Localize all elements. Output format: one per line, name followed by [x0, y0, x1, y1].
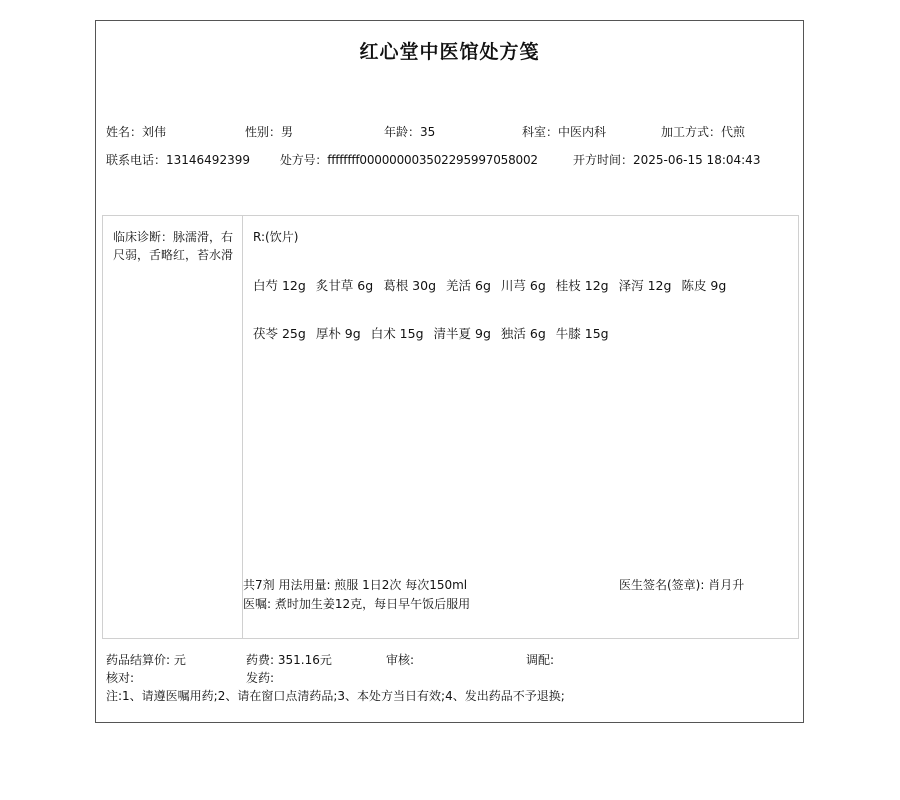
herb-item: 羌活 6g	[446, 278, 491, 293]
usage-dosage: 共7剂 用法用量: 煎服 1日2次 每次150ml	[243, 578, 468, 592]
herb-line-1	[253, 276, 736, 294]
medical-advice: 医嘱: 煮时加生姜12克，每日早午饭后服用	[243, 597, 471, 611]
herb-item: 牛膝 15g	[555, 326, 609, 341]
review-field: 审核:	[386, 653, 415, 667]
prescription-number: 处方号：ffffffff000000003502295997058002	[280, 153, 538, 167]
prescription-time: 开方时间：2025-06-15 18:04:43	[573, 153, 761, 167]
herb-item: 白芍 12g	[253, 278, 306, 293]
prescription-body	[102, 215, 799, 639]
herb-item: 白术 15g	[370, 326, 424, 341]
contact-phone: 联系电话：13146492399	[106, 153, 250, 167]
prescription-sheet	[95, 20, 804, 723]
rx-header: R:(饮片)	[253, 230, 299, 244]
herb-item: 厚朴 9g	[315, 326, 361, 341]
dispense-field: 调配:	[526, 653, 555, 667]
settlement-price: 药品结算价: 元	[106, 653, 186, 667]
herb-item: 独活 6g	[500, 326, 546, 341]
processing-method: 加工方式：代煎	[661, 125, 746, 139]
patient-name: 姓名：刘伟	[106, 125, 167, 139]
drug-fee: 药费: 351.16元	[246, 653, 332, 667]
herb-item: 茯苓 25g	[253, 326, 306, 341]
prescription-area	[243, 216, 798, 638]
doctor-signature: 医生签名(签章): 肖月升	[619, 578, 745, 592]
clinical-diagnosis: 临床诊断：脉濡滑，右尺弱，舌略红，苔水滑	[103, 216, 243, 638]
department: 科室：中医内科	[522, 125, 607, 139]
herb-item: 桂枝 12g	[555, 278, 609, 293]
issue-field: 发药:	[246, 671, 275, 685]
herb-item: 炙甘草 6g	[315, 278, 374, 293]
herb-item: 陈皮 9g	[681, 278, 727, 293]
patient-gender: 性别：男	[245, 125, 294, 139]
patient-age: 年龄：35	[384, 125, 436, 139]
herb-item: 泽泻 12g	[618, 278, 672, 293]
herb-item: 葛根 30g	[383, 278, 437, 293]
herb-item: 清半夏 9g	[433, 326, 491, 341]
herb-line-2	[253, 324, 619, 342]
page-title: 红心堂中医馆处方笺	[359, 41, 540, 63]
check-field: 核对:	[106, 671, 135, 685]
herb-item: 川芎 6g	[500, 278, 546, 293]
footer-note: 注:1、请遵医嘱用药;2、请在窗口点清药品;3、本处方当日有效;4、发出药品不予退换;	[106, 689, 565, 703]
